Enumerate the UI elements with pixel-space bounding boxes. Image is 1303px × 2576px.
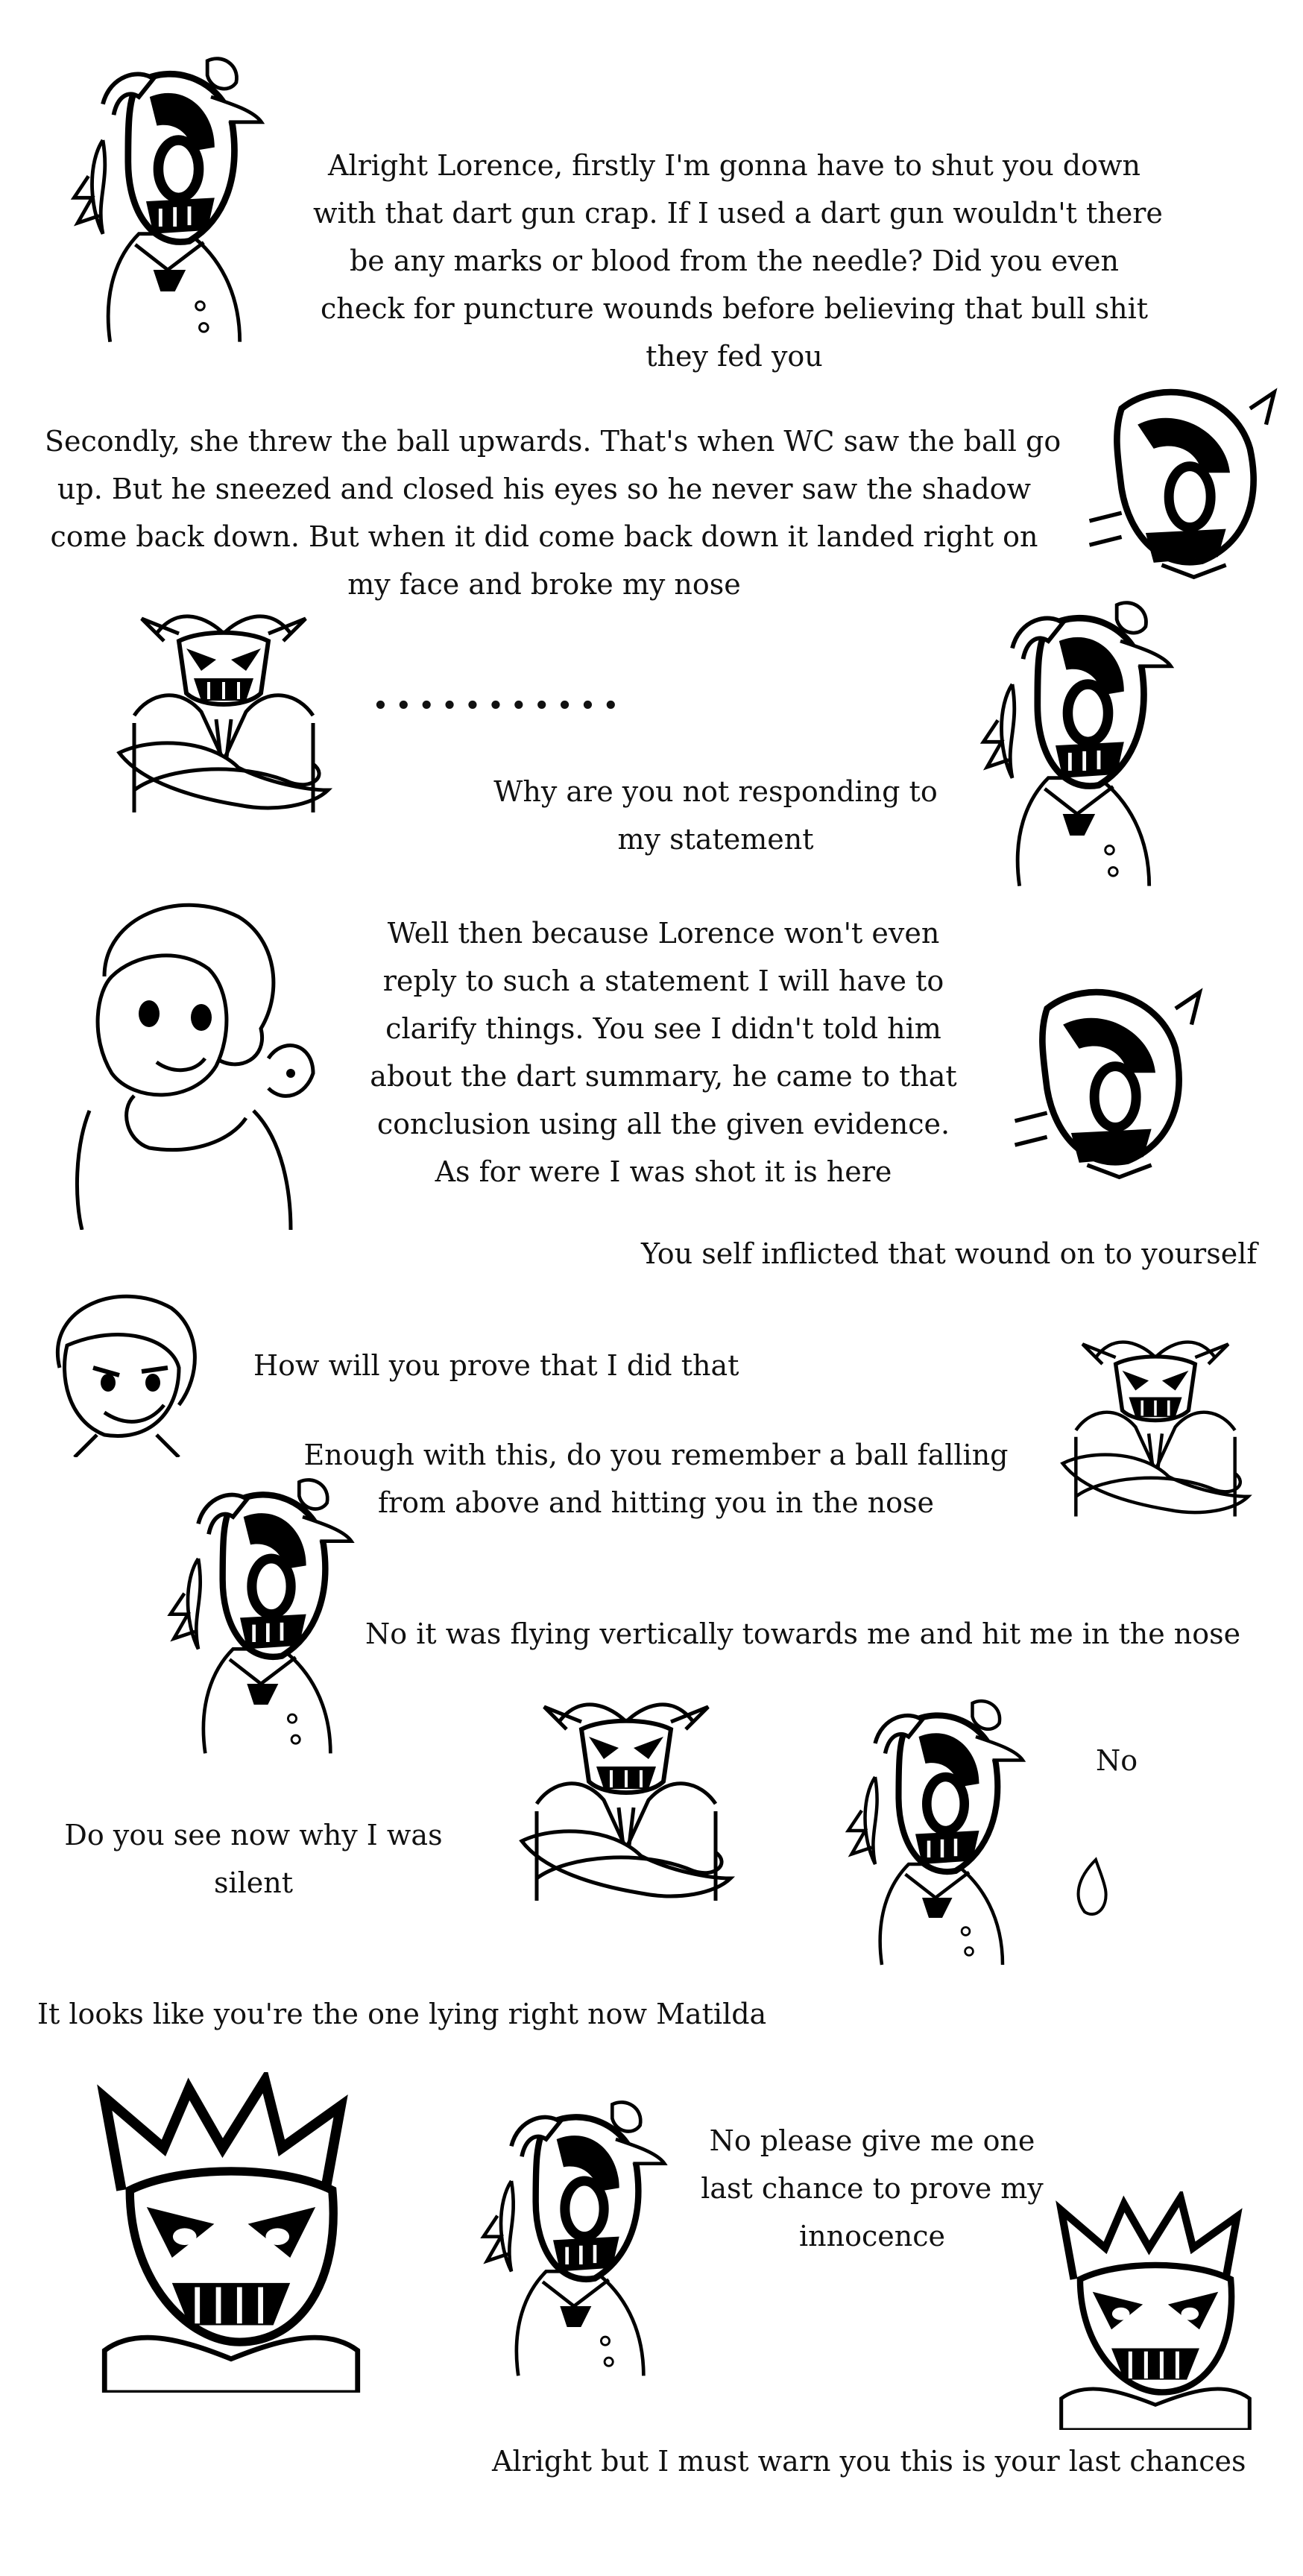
dialogue-4-line: Well then because Lorence won't even: [387, 917, 940, 950]
fierce-mask-figure-1: [67, 2072, 395, 2393]
dialogue-4-line: about the dart summary, he came to that: [370, 1060, 957, 1093]
dialogue-7: [283, 1431, 1029, 1527]
dialogue-12-line: innocence: [799, 2220, 945, 2253]
dialogue-4-line: conclusion using all the given evidence.: [376, 1108, 950, 1140]
dialogue-4: [328, 909, 999, 1196]
dialogue-7-line: Enough with this, do you remember a ball falling: [303, 1439, 1009, 1471]
dialogue-5-line: You self inflicted that wound on to yourself: [641, 1237, 1258, 1270]
dialogue-6-line: How will you prove that I did that: [253, 1349, 739, 1382]
dialogue-1-line: be any marks or blood from the needle? Did you even: [349, 244, 1120, 277]
dialogue-4-line: reply to such a statement I will have to: [382, 965, 944, 997]
dialogue-4-line: clarify things. You see I didn't told him: [385, 1012, 941, 1045]
dialogue-9: [1096, 1737, 1185, 1784]
dialogue-5: [641, 1230, 1282, 1278]
dialogue-12: [663, 2117, 1081, 2260]
dialogue-9-line: No: [1096, 1744, 1138, 1777]
dialogue-2-line: my face and broke my nose: [347, 568, 741, 601]
dialogue-3: [462, 768, 969, 863]
dialogue-1-line: check for puncture wounds before believing that bull shit: [320, 292, 1149, 325]
dialogue-13-line: Alright but I must warn you this is your last chances: [492, 2445, 1246, 2478]
woman-curly-hair-figure: [45, 887, 328, 1230]
dialogue-8-line: No it was flying vertically towards me and hit me in the nose: [365, 1617, 1241, 1650]
dialogue-13: [492, 2437, 1297, 2485]
dialogue-10-line: Do you see now why I was: [64, 1819, 443, 1852]
villain-crossed-arms-3: [492, 1677, 760, 1916]
masked-hat-figure-4: [835, 1677, 1036, 1998]
dialogue-1-line: with that dart gun crap. If I used a dart gun wouldn't there: [313, 197, 1163, 230]
floating-mask-head-1: [1073, 373, 1282, 589]
dialogue-1: [313, 142, 1163, 380]
masked-hat-figure-5: [470, 2080, 678, 2408]
villain-crossed-arms-1: [89, 589, 358, 827]
dialogue-1-line: Alright Lorence, firstly I'm gonna have to shut you down: [328, 149, 1140, 182]
dialogue-4-line: As for were I was shot it is here: [435, 1155, 892, 1188]
ellipsis-silence: ...........: [373, 667, 626, 719]
sweat-drop-icon: [1070, 1856, 1114, 1923]
dialogue-2-line: come back down. But when it did come back down it landed right on: [50, 520, 1038, 553]
dialogue-12-line: last chance to prove my: [701, 2172, 1044, 2205]
dialogue-6: [253, 1342, 924, 1389]
dialogue-8: [365, 1610, 1290, 1658]
woman-head-figure: [30, 1275, 209, 1461]
dialogue-11-line: It looks like you're the one lying right now Matilda: [37, 1998, 767, 2030]
dialogue-10: [45, 1811, 462, 1907]
dialogue-1-line: they fed you: [646, 340, 823, 373]
dialogue-2-line: up. But he sneezed and closed his eyes so he never saw the shadow: [57, 473, 1032, 505]
dialogue-3-line: Why are you not responding to: [493, 775, 938, 808]
dialogue-7-line: from above and hitting you in the nose: [377, 1486, 935, 1519]
masked-hat-figure-2: [969, 589, 1185, 909]
dialogue-3-line: my statement: [617, 823, 814, 856]
villain-crossed-arms-2: [1036, 1312, 1275, 1535]
dialogue-12-line: No please give me one: [709, 2124, 1035, 2157]
dialogue-2: [45, 417, 1061, 608]
masked-hat-figure-1: [60, 37, 276, 373]
dialogue-11: [37, 1990, 932, 2038]
dialogue-10-line: silent: [213, 1866, 294, 1899]
dialogue-2-line: Secondly, she threw the ball upwards. That's when WC saw the ball go: [45, 425, 1061, 458]
floating-mask-head-2: [999, 969, 1208, 1193]
